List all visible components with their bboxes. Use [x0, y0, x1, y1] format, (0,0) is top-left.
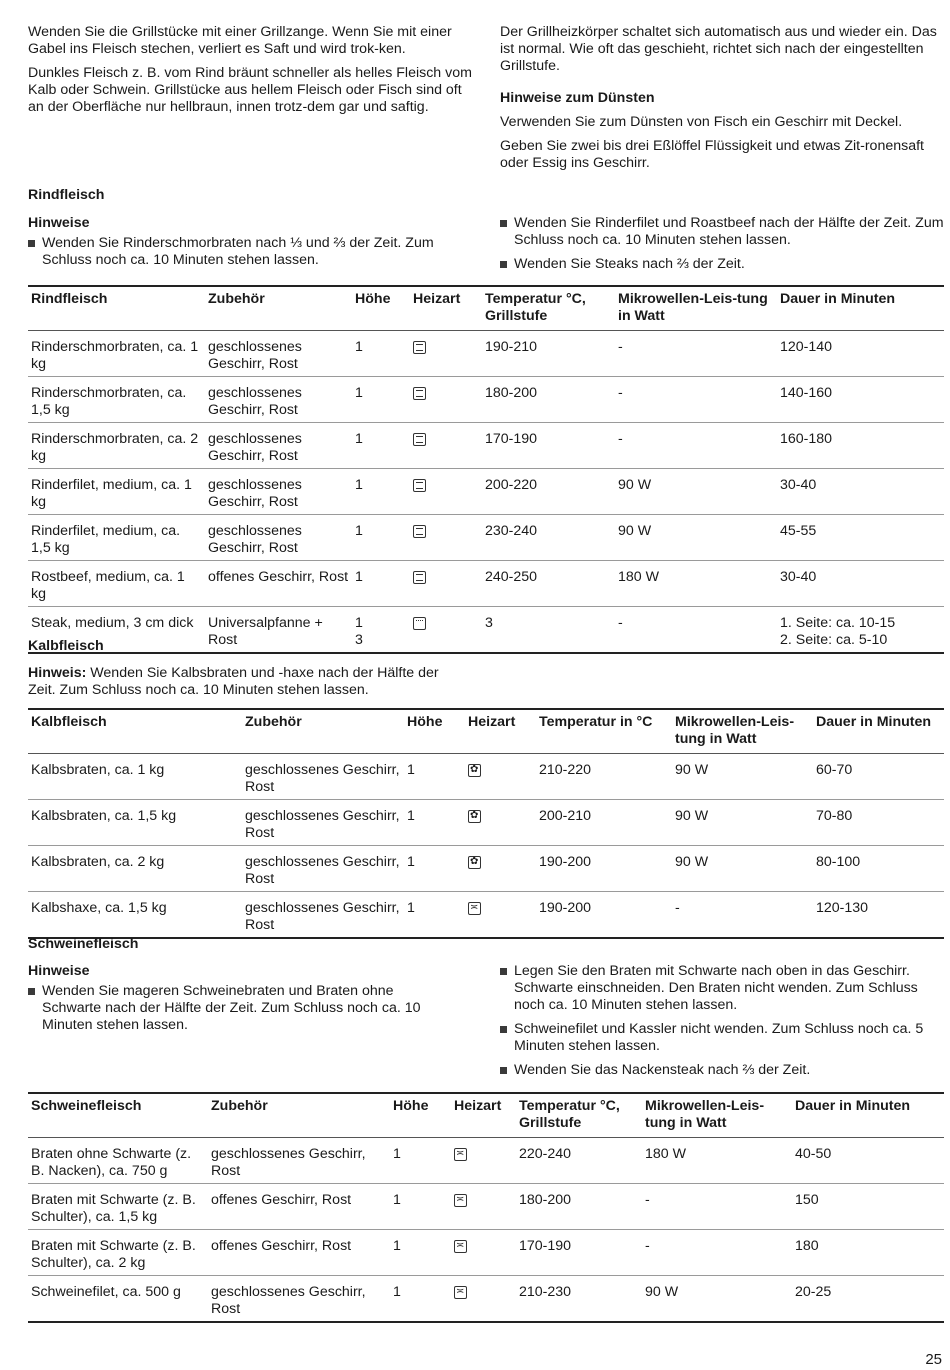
table-row — [28, 800, 944, 846]
table-cell: 40-50 — [792, 1138, 944, 1184]
table-row — [28, 846, 944, 892]
table-cell: 1 — [404, 892, 465, 939]
hinweis-bullet: Wenden Sie mageren Schweinebraten und Braten ohne Schwarte nach der Hälfte der Zeit. Zum Schluss noch ca. 10 Minuten stehen lassen. — [28, 983, 448, 1034]
umluftgrill-icon — [454, 1194, 467, 1207]
table-cell: 80-100 — [813, 846, 944, 892]
table-cell: 180 W — [642, 1138, 792, 1184]
table-header — [28, 286, 944, 331]
heizart-cell — [451, 1276, 516, 1323]
table-cell: 60-70 — [813, 754, 944, 800]
heizart-cell — [410, 423, 482, 469]
col-header: Höhe — [404, 709, 465, 754]
table-row — [28, 561, 944, 607]
schwein-hinweise-left — [28, 983, 448, 1034]
kalb-table — [28, 708, 944, 939]
umluftgrill-icon — [454, 1286, 467, 1299]
table-cell: 230-240 — [482, 515, 615, 561]
table-cell: 210-230 — [516, 1276, 642, 1323]
oben-unten-icon — [413, 479, 426, 492]
table-cell: Schweinefilet, ca. 500 g — [28, 1276, 208, 1323]
table-row — [28, 892, 944, 939]
heissluft-fan-icon — [468, 810, 481, 823]
table-cell: 1 — [390, 1276, 451, 1323]
table-cell: 1 — [352, 331, 410, 377]
table-cell: 200-220 — [482, 469, 615, 515]
col-header: Höhe — [390, 1093, 451, 1138]
table-cell: Kalbshaxe, ca. 1,5 kg — [28, 892, 242, 939]
col-header: Mikrowellen-Leis-tung in Watt — [615, 286, 777, 331]
table-cell: Kalbsbraten, ca. 1 kg — [28, 754, 242, 800]
table-cell: 90 W — [615, 469, 777, 515]
table-cell: - — [672, 892, 813, 939]
table-cell: 30-40 — [777, 469, 944, 515]
table-cell: geschlossenes Geschirr, Rost — [205, 515, 352, 561]
table-cell: 190-200 — [536, 892, 672, 939]
table-cell: 120-140 — [777, 331, 944, 377]
table-cell: 70-80 — [813, 800, 944, 846]
hinweis-bullet: Wenden Sie das Nackensteak nach ⅔ der Zeit. — [500, 1062, 945, 1079]
heizart-cell — [465, 800, 536, 846]
table-row — [28, 377, 944, 423]
col-header: Dauer in Minuten — [777, 286, 944, 331]
table-cell: 210-220 — [536, 754, 672, 800]
heizart-cell — [410, 561, 482, 607]
table-cell: 180 W — [615, 561, 777, 607]
table-cell: - — [642, 1230, 792, 1276]
grill-paragraph: Der Grillheizkörper schaltet sich automatisch aus und wieder ein. Das ist normal. Wie oft das geschieht, richtet sich nach der eingestellten Grillstufe. — [500, 24, 937, 74]
table-cell: geschlossenes Geschirr, Rost — [242, 800, 404, 846]
schwein-table — [28, 1092, 944, 1323]
rind-hinweise-left — [28, 235, 458, 269]
table-cell: 1 — [390, 1230, 451, 1276]
table-cell: geschlossenes Geschirr, Rost — [242, 754, 404, 800]
hinweis-bullet: Wenden Sie Rinderfilet und Roastbeef nach der Hälfte der Zeit. Zum Schluss noch ca. 10 Minuten stehen lassen. — [500, 215, 945, 249]
table-cell: Rinderschmorbraten, ca. 2 kg — [28, 423, 205, 469]
kalb-hinweis-text: Wenden Sie Kalbsbraten und -haxe nach der Hälfte der Zeit. Zum Schluss noch ca. 10 Minuten stehen lassen. — [28, 665, 439, 698]
table-cell: Steak, medium, 3 cm dick — [28, 607, 205, 654]
table-cell: 1 — [352, 377, 410, 423]
rind-hinweise-right — [500, 215, 945, 273]
heizart-cell — [451, 1184, 516, 1230]
table-cell: 170-190 — [482, 423, 615, 469]
duensten-title: Hinweise zum Dünsten — [500, 90, 655, 106]
heizart-cell — [465, 754, 536, 800]
table-row — [28, 754, 944, 800]
heizart-cell — [410, 331, 482, 377]
table-cell: - — [615, 607, 777, 654]
table-cell: 200-210 — [536, 800, 672, 846]
table-cell: 90 W — [642, 1276, 792, 1323]
table-cell: 90 W — [615, 515, 777, 561]
table-cell: Rinderschmorbraten, ca. 1,5 kg — [28, 377, 205, 423]
table-row — [28, 515, 944, 561]
table-cell: geschlossenes Geschirr, Rost — [208, 1276, 390, 1323]
table-cell: 90 W — [672, 800, 813, 846]
table-cell: 160-180 — [777, 423, 944, 469]
heizart-cell — [451, 1138, 516, 1184]
schwein-hinweise-title: Hinweise — [28, 963, 90, 979]
table-cell: Rostbeef, medium, ca. 1 kg — [28, 561, 205, 607]
duensten-paragraph: Geben Sie zwei bis drei Eßlöffel Flüssigkeit und etwas Zit-ronensaft oder Essig ins Geschirr. — [500, 138, 924, 171]
table-cell: 90 W — [672, 846, 813, 892]
col-header: Heizart — [465, 709, 536, 754]
oben-unten-icon — [413, 525, 426, 538]
hinweis-bullet: Wenden Sie Rinderschmorbraten nach ⅓ und ⅔ der Zeit. Zum Schluss noch ca. 10 Minuten stehen lassen. — [28, 235, 458, 269]
table-cell: offenes Geschirr, Rost — [205, 561, 352, 607]
table-row — [28, 331, 944, 377]
oben-unten-icon — [413, 571, 426, 584]
kalb-hinweis-label: Hinweis: — [28, 665, 87, 681]
table-cell: 1 — [352, 423, 410, 469]
heizart-cell — [465, 892, 536, 939]
col-header: Mikrowellen-Leis-tung in Watt — [672, 709, 813, 754]
table-cell: 120-130 — [813, 892, 944, 939]
table-cell: Universalpfanne + Rost — [205, 607, 352, 654]
col-header: Mikrowellen-Leis-tung in Watt — [642, 1093, 792, 1138]
col-header: Dauer in Minuten — [792, 1093, 944, 1138]
schwein-hinweise-right — [500, 963, 945, 1079]
table-cell: 140-160 — [777, 377, 944, 423]
heizart-cell — [410, 469, 482, 515]
table-cell: Rinderfilet, medium, ca. 1 kg — [28, 469, 205, 515]
table-cell: 1. Seite: ca. 10-15 2. Seite: ca. 5-10 — [777, 607, 944, 654]
table-cell: 180-200 — [516, 1184, 642, 1230]
table-cell: 90 W — [672, 754, 813, 800]
table-cell: offenes Geschirr, Rost — [208, 1230, 390, 1276]
table-cell: - — [615, 423, 777, 469]
umluftgrill-icon — [454, 1240, 467, 1253]
rind-table — [28, 285, 944, 654]
table-cell: Braten ohne Schwarte (z. B. Nacken), ca. 750 g — [28, 1138, 208, 1184]
col-header: Dauer in Minuten — [813, 709, 944, 754]
oben-unten-icon — [413, 387, 426, 400]
intro-right — [500, 24, 945, 179]
oben-unten-icon — [413, 433, 426, 446]
table-cell: 1 — [404, 846, 465, 892]
intro-paragraph: Wenden Sie die Grillstücke mit einer Grillzange. Wenn Sie mit einer Gabel ins Fleisch stechen, verliert es Saft und wird trok-ken. — [28, 24, 452, 57]
table-cell: Kalbsbraten, ca. 1,5 kg — [28, 800, 242, 846]
table-cell: geschlossenes Geschirr, Rost — [242, 892, 404, 939]
table-cell: geschlossenes Geschirr, Rost — [205, 423, 352, 469]
page-number: 25 — [925, 1351, 942, 1368]
table-cell: - — [615, 377, 777, 423]
umluftgrill-icon — [454, 1148, 467, 1161]
table-cell: 150 — [792, 1184, 944, 1230]
heizart-cell — [410, 377, 482, 423]
heissluft-fan-icon — [468, 764, 481, 777]
table-cell: Braten mit Schwarte (z. B. Schulter), ca. 2 kg — [28, 1230, 208, 1276]
grill-icon — [413, 617, 426, 630]
col-header: Heizart — [410, 286, 482, 331]
table-cell: 190-200 — [536, 846, 672, 892]
table-cell: 1 — [404, 800, 465, 846]
table-row — [28, 607, 944, 654]
table-cell: geschlossenes Geschirr, Rost — [205, 377, 352, 423]
oben-unten-icon — [413, 341, 426, 354]
table-cell: 1 — [390, 1138, 451, 1184]
col-header: Zubehör — [208, 1093, 390, 1138]
col-header: Temperatur °C, Grillstufe — [516, 1093, 642, 1138]
col-header: Zubehör — [242, 709, 404, 754]
table-cell: geschlossenes Geschirr, Rost — [205, 469, 352, 515]
table-cell: 180 — [792, 1230, 944, 1276]
table-cell: 190-210 — [482, 331, 615, 377]
heizart-cell — [465, 846, 536, 892]
rind-title: Rindfleisch — [28, 187, 105, 203]
heizart-cell — [451, 1230, 516, 1276]
duensten-paragraph: Verwenden Sie zum Dünsten von Fisch ein Geschirr mit Deckel. — [500, 114, 903, 130]
col-header: Heizart — [451, 1093, 516, 1138]
table-header — [28, 1093, 944, 1138]
table-cell: 1 — [390, 1184, 451, 1230]
table-cell: Rinderschmorbraten, ca. 1 kg — [28, 331, 205, 377]
table-cell: Rinderfilet, medium, ca. 1,5 kg — [28, 515, 205, 561]
table-cell: geschlossenes Geschirr, Rost — [208, 1138, 390, 1184]
col-header: Zubehör — [205, 286, 352, 331]
hinweis-bullet: Legen Sie den Braten mit Schwarte nach oben in das Geschirr. Schwarte einschneiden. Den Braten nicht wenden. Zum Schluss noch ca. 10 Minuten stehen lassen. — [500, 963, 945, 1014]
table-cell: geschlossenes Geschirr, Rost — [242, 846, 404, 892]
col-header: Höhe — [352, 286, 410, 331]
table-row — [28, 1138, 944, 1184]
table-cell: - — [615, 331, 777, 377]
kalb-hinweis — [28, 665, 468, 699]
table-cell: 45-55 — [777, 515, 944, 561]
table-cell: Braten mit Schwarte (z. B. Schulter), ca. 1,5 kg — [28, 1184, 208, 1230]
table-cell: geschlossenes Geschirr, Rost — [205, 331, 352, 377]
table-row — [28, 1230, 944, 1276]
hinweis-bullet: Wenden Sie Steaks nach ⅔ der Zeit. — [500, 256, 945, 273]
table-cell: 1 — [352, 561, 410, 607]
heissluft-fan-icon — [468, 856, 481, 869]
table-row — [28, 423, 944, 469]
table-cell: offenes Geschirr, Rost — [208, 1184, 390, 1230]
table-cell: 1 — [352, 515, 410, 561]
hinweis-bullet: Schweinefilet und Kassler nicht wenden. Zum Schluss noch ca. 5 Minuten stehen lassen. — [500, 1021, 945, 1055]
intro-left — [28, 24, 473, 123]
table-cell: - — [642, 1184, 792, 1230]
intro-paragraph: Dunkles Fleisch z. B. vom Rind bräunt schneller als helles Fleisch vom Kalb oder Schwein. Grillstücke aus hellem Fleisch oder Fisch sind oft an der Oberfläche nur hellbraun, innen trotz-dem gar und saftig. — [28, 65, 472, 115]
rind-hinweise-title: Hinweise — [28, 215, 90, 231]
table-cell: 240-250 — [482, 561, 615, 607]
table-row — [28, 469, 944, 515]
table-cell: 1 — [352, 469, 410, 515]
table-cell: 1 — [404, 754, 465, 800]
col-header: Temperatur °C, Grillstufe — [482, 286, 615, 331]
kalb-title: Kalbfleisch — [28, 638, 104, 654]
table-cell: 30-40 — [777, 561, 944, 607]
umluftgrill-icon — [468, 902, 481, 915]
table-cell: 170-190 — [516, 1230, 642, 1276]
schwein-title: Schweinefleisch — [28, 936, 139, 952]
table-cell: Kalbsbraten, ca. 2 kg — [28, 846, 242, 892]
table-row — [28, 1276, 944, 1323]
heizart-cell — [410, 607, 482, 654]
table-cell: 20-25 — [792, 1276, 944, 1323]
table-row — [28, 1184, 944, 1230]
table-cell: 3 — [482, 607, 615, 654]
table-cell: 1 3 — [352, 607, 410, 654]
table-header — [28, 709, 944, 754]
table-cell: 220-240 — [516, 1138, 642, 1184]
col-header: Temperatur in °C — [536, 709, 672, 754]
table-cell: 180-200 — [482, 377, 615, 423]
col-header: Rindfleisch — [28, 286, 205, 331]
heizart-cell — [410, 515, 482, 561]
col-header: Schweinefleisch — [28, 1093, 208, 1138]
col-header: Kalbfleisch — [28, 709, 242, 754]
